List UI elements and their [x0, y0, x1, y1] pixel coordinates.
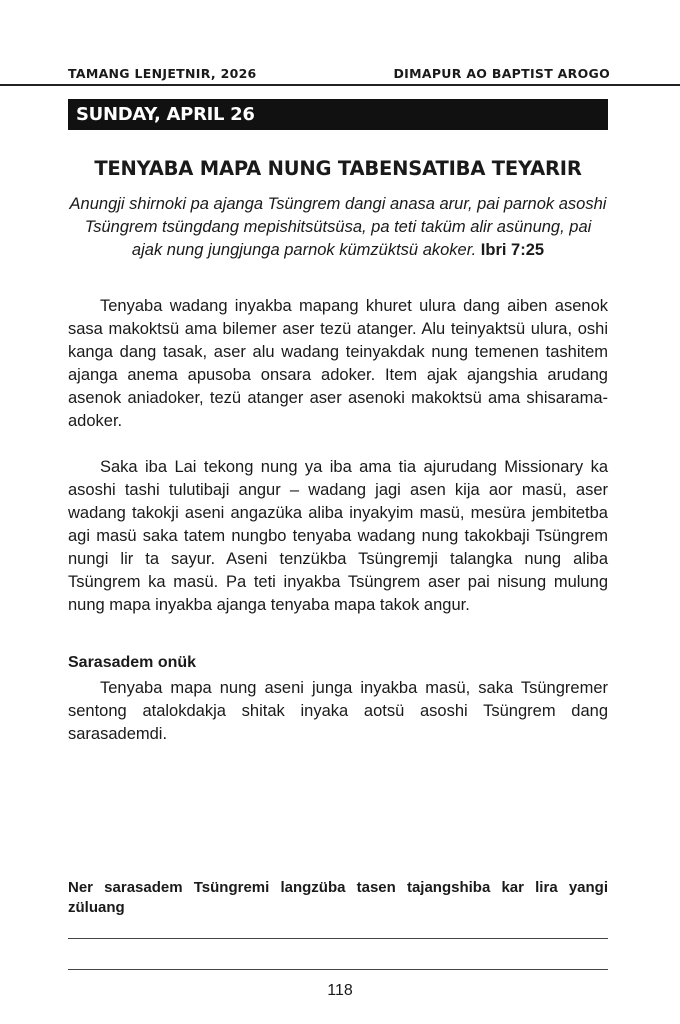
section-heading: Sarasadem onük: [68, 654, 197, 671]
page-title: TENYABA MAPA NUNG TABENSATIBA TEYARIR: [94, 157, 582, 180]
writing-line-2: [68, 969, 608, 970]
section-paragraph: Tenyaba mapa nung aseni junga inyakba masü, saka Tsüngremer sentong atalokdakja shitak inyaka aotsü asoshi Tsüngrem dang sarasademdi.: [68, 679, 608, 743]
verse-text: Anungji shirnoki pa ajanga Tsüngrem dangi anasa arur, pai parnok asoshi Tsüngrem tsüngdang mepishitsütsüsa, pa teti taküm alir asünung, pai ajak nung jungjunga parnok kümzüktsü akoker.: [69, 195, 607, 259]
verse-reference: Ibri 7:25: [480, 241, 545, 259]
body-paragraph-2: Saka iba Lai tekong nung ya iba ama tia ajurudang Missionary ka asoshi tashi tulutibaji angur – wadang jagi asen kija aor masü, aser wadang takokji aseni angazüka aliba inyakyim masü, mesüra jembitetba agi masü saka tatem nungbo tenyaba wadang nung takokbaji Tsüngrem nungi lir ta sayur. Aseni tenzükba Tsüngremji talangka nung aliba Tsüngrem ka masü. Pa teti inyakba Tsüngrem aser pai nisung mulung nung mapa inyakba ajanga tenyaba mapa takok angur.: [68, 458, 608, 614]
running-header-right: DIMAPUR AO BAPTIST AROGO: [393, 66, 610, 81]
reflection-prompt: Ner sarasadem Tsüngremi langzüba tasen tajangshiba kar lira yangi züluang: [68, 879, 608, 916]
running-header-left: TAMANG LENJETNIR, 2026: [68, 66, 257, 81]
body-paragraph-1: Tenyaba wadang inyakba mapang khuret ulura dang aiben asenok sasa makoktsü ama bilemer aser tezü atanger. Alu teinyaktsü ulura, oshi kanga dang tasak, aser alu wadang teinyakdak nung temenen tashitem ajanga anema apusoba onsara adoker. Item ajak ajangshia arudang asenok aniadoker, tezü atanger aser asenoki makoktsü ama shisarama-adoker.: [68, 297, 608, 430]
scripture-verse: [68, 193, 608, 262]
page-number: 118: [327, 982, 353, 999]
writing-line-1: [68, 938, 608, 939]
date-banner: SUNDAY, APRIL 26: [68, 99, 608, 130]
header-divider: [0, 84, 680, 86]
